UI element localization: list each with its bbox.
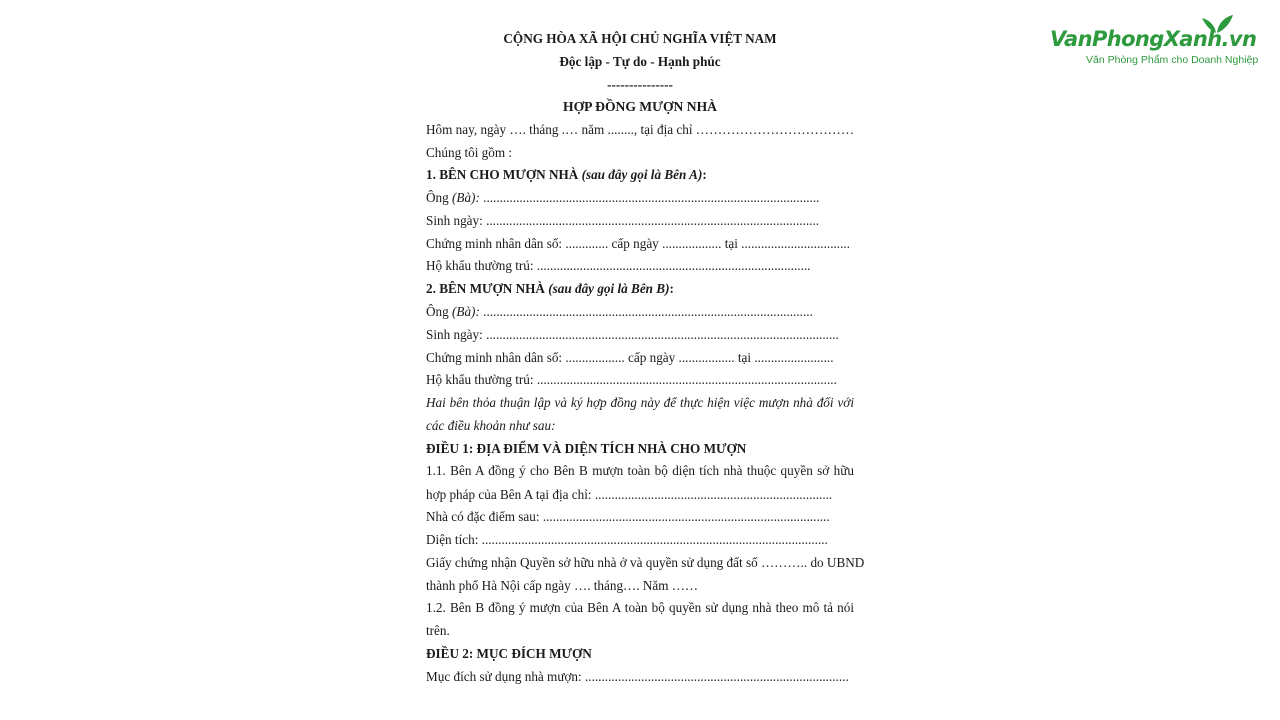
brand-wordmark: VanPhongXanh.vn (1050, 27, 1257, 51)
parties-intro: Chúng tôi gồm : (426, 145, 513, 160)
brand-logo[interactable] (1050, 14, 1266, 70)
header-divider: --------------- (607, 77, 673, 92)
certificate-line-2: thành phố Hà Nội cấp ngày …. tháng…. Năm …… (426, 578, 699, 593)
party-a-id-card: Chứng minh nhân dân số: ............. cấp ngày .................. tại ................................. (426, 236, 850, 251)
party-b-dob: Sinh ngày: ........................................................................................................... (426, 327, 839, 342)
party-b-name-label: Ông (426, 304, 449, 319)
party-a-residence: Hộ khẩu thường trú: ................................................................................... (426, 258, 811, 273)
agreement-line-1: Hai bên thỏa thuận lập và ký hợp đồng này để thực hiện việc mượn nhà đối với (426, 395, 854, 410)
brand-tagline: Văn Phòng Phẩm cho Doanh Nghiệp (1086, 54, 1259, 66)
clause-1-1-line-2: hợp pháp của Bên A tại địa chỉ: ........................................................................ (426, 487, 833, 502)
party-b-heading-text: 2. BÊN MƯỢN NHÀ (426, 281, 545, 296)
party-b-id-card: Chứng minh nhân dân số: .................. cấp ngày ................. tại ........................ (426, 350, 834, 365)
nation-heading: CỘNG HÒA XÃ HỘI CHỦ NGHĨA VIỆT NAM (503, 31, 777, 46)
party-a-heading (426, 167, 707, 183)
party-a-heading-colon: : (702, 167, 707, 182)
clause-1-2-line-2: trên. (426, 623, 450, 638)
article-1-heading: ĐIỀU 1: ĐỊA ĐIỂM VÀ DIỆN TÍCH NHÀ CHO MƯỢN (426, 441, 747, 456)
motto: Độc lập - Tự do - Hạnh phúc (559, 54, 721, 69)
party-a-heading-note: (sau đây gọi là Bên A) (581, 167, 703, 182)
house-features: Nhà có đặc điểm sau: ....................................................................................... (426, 509, 830, 524)
party-b-heading-colon: : (669, 281, 674, 296)
party-a-name-dots: ...................................................................................................... (479, 190, 820, 205)
party-a-dob: Sinh ngày: ..................................................................................................... (426, 213, 820, 228)
agreement-line-2: các điều khoản như sau: (426, 418, 556, 433)
party-a-heading-text: 1. BÊN CHO MƯỢN NHÀ (426, 167, 579, 182)
party-b-name-dots: .................................................................................................... (479, 304, 813, 319)
clause-1-1-line-1: 1.1. Bên A đồng ý cho Bên B mượn toàn bộ diện tích nhà thuộc quyền sở hữu (426, 463, 854, 478)
party-b-heading-note: (sau đây gọi là Bên B) (548, 281, 670, 296)
date-line: Hôm nay, ngày …. tháng .… năm ........, tại địa chỉ ……………………………… (426, 122, 855, 137)
usage-purpose: Mục đích sử dụng nhà mượn: ................................................................................ (426, 669, 849, 684)
clause-1-2-line-1: 1.2. Bên B đồng ý mượn của Bên A toàn bộ quyền sử dụng nhà theo mô tả nói (426, 600, 854, 615)
party-b-name-line (426, 304, 813, 320)
certificate-line-1: Giấy chứng nhận Quyền sở hữu nhà ở và quyền sử dụng đất số ……….. do UBND (426, 555, 865, 570)
article-2-heading: ĐIỀU 2: MỤC ĐÍCH MƯỢN (426, 646, 592, 661)
house-area: Diện tích: ......................................................................................................... (426, 532, 828, 547)
party-b-name-alt: (Bà): (452, 304, 480, 319)
party-a-name-alt: (Bà): (452, 190, 480, 205)
party-a-name-line (426, 190, 819, 206)
party-a-name-label: Ông (426, 190, 449, 205)
party-b-residence: Hộ khẩu thường trú: ........................................................................................... (426, 372, 837, 387)
document-title: HỢP ĐỒNG MƯỢN NHÀ (563, 99, 717, 114)
party-b-heading (426, 281, 674, 297)
